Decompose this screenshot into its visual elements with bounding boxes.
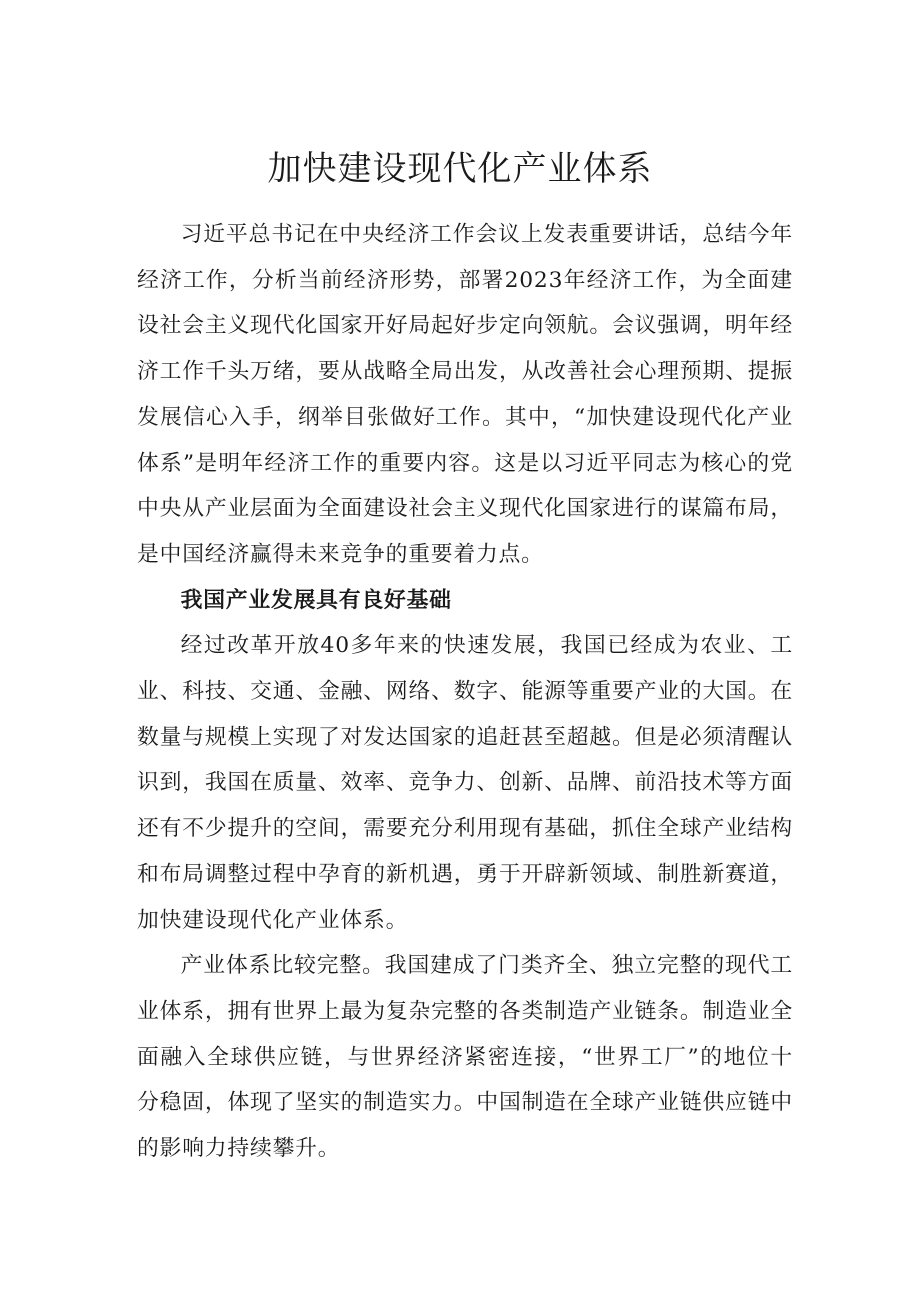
document-title: 加快建设现代化产业体系 — [267, 149, 653, 189]
section-heading: 我国产业发展具有良好基础 — [180, 587, 452, 613]
body-paragraph: 产业体系比较完整。我国建成了门类齐全、独立完整的现代工业体系，拥有世界上最为复杂完整的各类制造产业链条。制造业全面融入全球供应链，与世界经济紧密连接，“世界工厂”的地位十分稳固，体现了坚实的制造实力。中国制造在全球产业链供应链中的影响力持续攀升。 — [137, 953, 793, 1162]
intro-paragraph: 习近平总书记在中央经济工作会议上发表重要讲话，总结今年经济工作，分析当前经济形势，部署2023年经济工作，为全面建设社会主义现代化国家开好局起好步定向领航。会议强调，明年经济工作千头万绪，要从战略全局出发，从改善社会心理预期、提振发展信心入手，纲举目张做好工作。其中，“加快建设现代化产业体系”是明年经济工作的重要内容。这是以习近平同志为核心的党中央从产业层面为全面建设社会主义现代化国家进行的谋篇布局，是中国经济赢得未来竞争的重要着力点。 — [137, 222, 793, 567]
body-paragraph: 经过改革开放40多年来的快速发展，我国已经成为农业、工业、科技、交通、金融、网络、数字、能源等重要产业的大国。在数量与规模上实现了对发达国家的追赶甚至超越。但是必须清醒认识到，我国在质量、效率、竞争力、创新、品牌、前沿技术等方面还有不少提升的空间，需要充分利用现有基础，抓住全球产业结构和布局调整过程中孕育的新机遇，勇于开辟新领域、制胜新赛道，加快建设现代化产业体系。 — [137, 633, 793, 933]
document-body — [137, 212, 793, 1172]
